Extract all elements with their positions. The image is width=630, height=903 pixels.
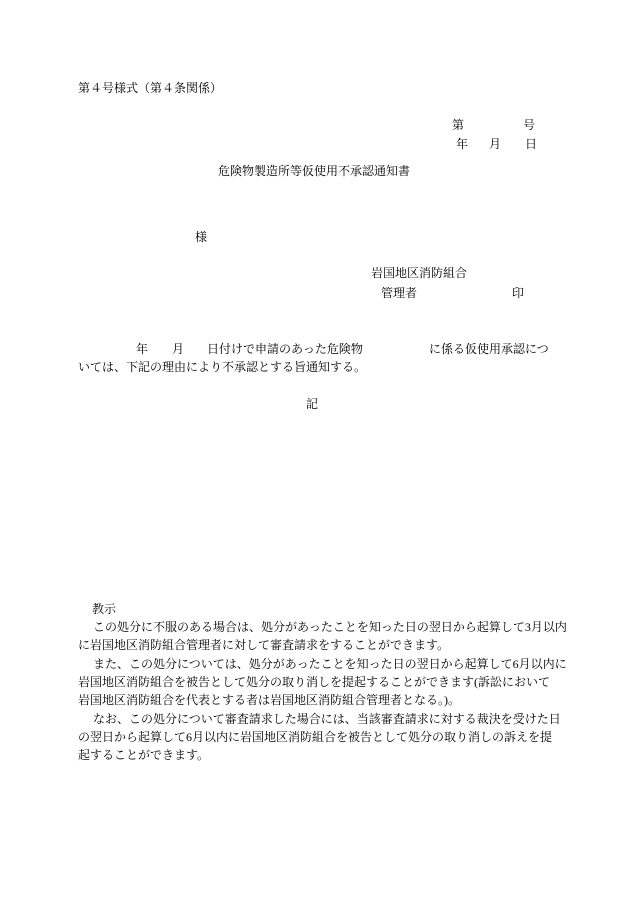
issuer-role: 管理者 xyxy=(381,286,418,300)
notice-heading: 教示 xyxy=(92,602,117,616)
addressee-suffix: 様 xyxy=(195,230,208,244)
body-month: 月 xyxy=(172,342,185,356)
notice-line: 岩国地区消防組合を代表とする者は岩国地区消防組合管理者となる。)。 xyxy=(78,693,460,707)
seal-mark: 印 xyxy=(512,286,525,300)
form-number: 第４号様式（第４条関係） xyxy=(78,81,223,95)
notice-line: なお、この処分について審査請求した場合には、当該審査請求に対する裁決を受けた日 xyxy=(93,712,561,726)
doc-number-suffix: 号 xyxy=(523,118,536,132)
notice-line: この処分に不服のある場合は、処分があったことを知った日の翌日から起算して3月以内 xyxy=(93,620,567,634)
notice-line: の翌日から起算して6月以内に岩国地区消防組合を被告として処分の取り消しの訴えを提 xyxy=(78,730,553,744)
notice-line: また、この処分については、処分があったことを知った日の翌日から起算して6月以内に xyxy=(93,657,567,671)
date-day: 日 xyxy=(525,137,538,151)
issuer-organization: 岩国地区消防組合 xyxy=(371,266,468,280)
body-line-2: いては、下記の理由により不承認とする旨通知する。 xyxy=(78,360,367,374)
doc-number-prefix: 第 xyxy=(452,118,465,132)
ki-heading: 記 xyxy=(306,397,319,411)
body-year: 年 xyxy=(136,342,149,356)
date-year: 年 xyxy=(456,137,469,151)
notice-line: 岩国地区消防組合を被告として処分の取り消しを提起することができます(訴訟において xyxy=(78,675,550,689)
notice-line: 起することができます。 xyxy=(78,748,210,762)
body-text-2: に係る仮使用承認につ xyxy=(429,342,549,356)
date-month: 月 xyxy=(489,137,502,151)
notice-line: に岩国地区消防組合管理者に対して審査請求をすることができます。 xyxy=(78,638,450,652)
body-text-1: 日付けで申請のあった危険物 xyxy=(207,342,363,356)
document-title: 危険物製造所等仮使用不承認通知書 xyxy=(218,164,411,178)
